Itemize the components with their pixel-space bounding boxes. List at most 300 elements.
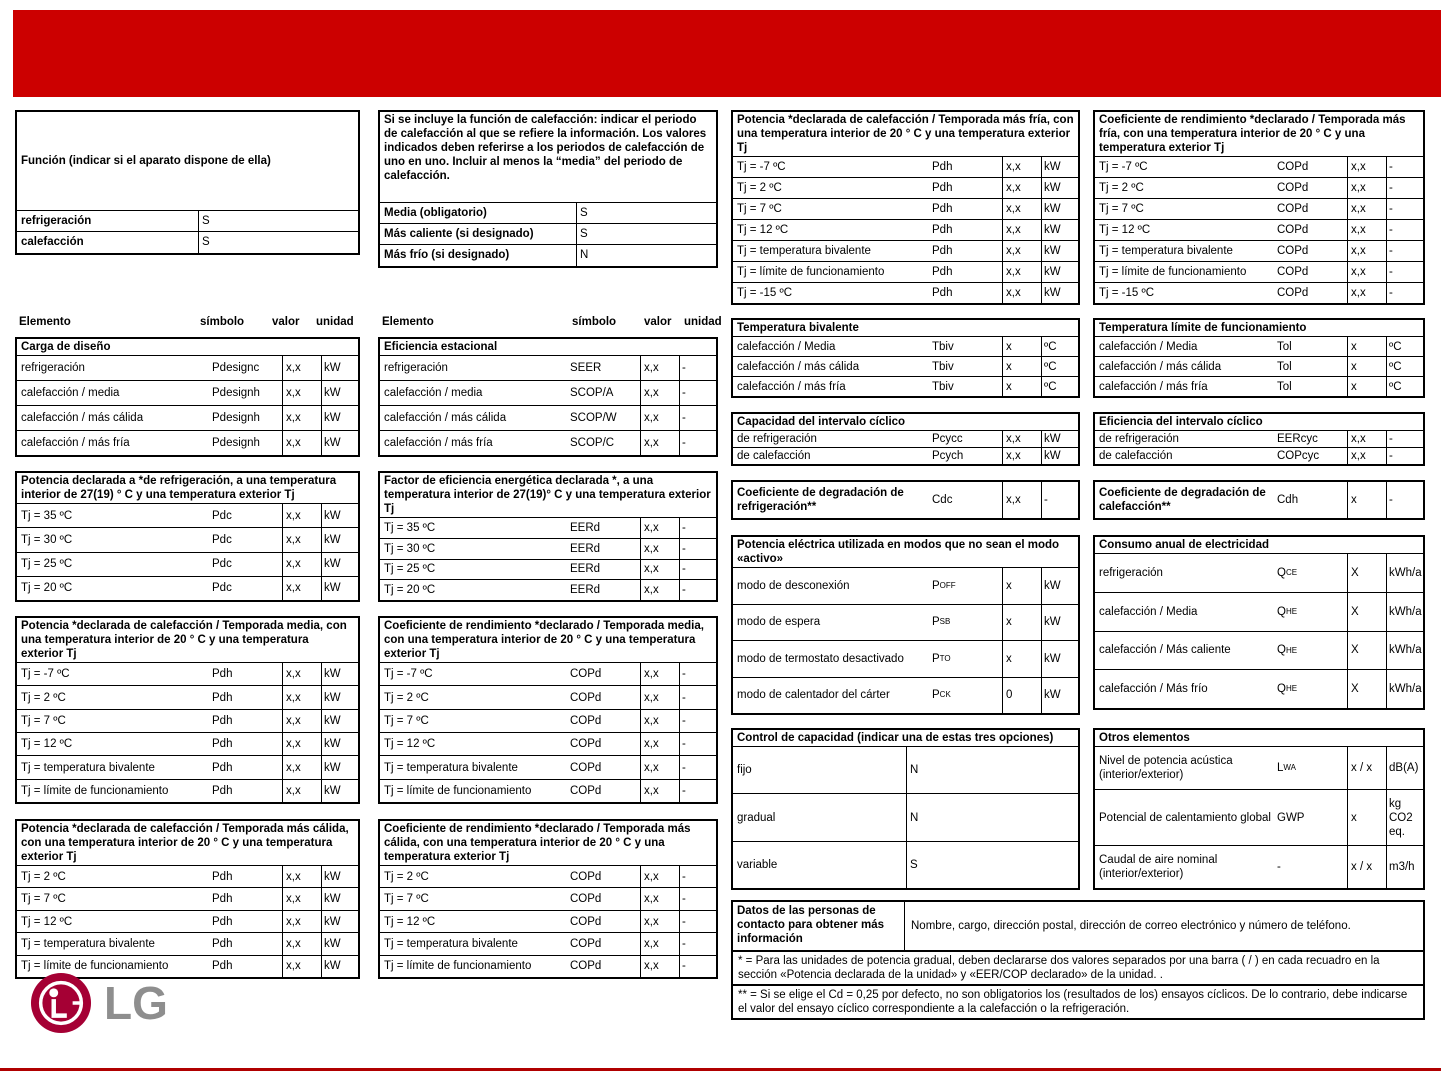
table-row xyxy=(380,866,716,888)
row-unit: kW xyxy=(324,533,341,546)
column-header-unit: unidad xyxy=(316,315,354,328)
row-symbol: Pdh xyxy=(212,691,233,704)
table-row xyxy=(380,780,716,802)
table-row xyxy=(380,560,716,581)
table-row xyxy=(1095,554,1423,593)
row-unit: - xyxy=(1389,266,1393,279)
row-symbol: Pdc xyxy=(212,533,232,546)
value-cell: x xyxy=(1347,790,1387,846)
row-label: Tj = 30 ºC xyxy=(21,533,73,546)
row-symbol: Cdc xyxy=(932,494,953,507)
row-label: modo de calentador del cárter xyxy=(737,689,890,702)
row-unit: - xyxy=(682,437,686,449)
value-cell: N xyxy=(906,747,1078,793)
row-unit: kW xyxy=(1044,616,1061,629)
table-row xyxy=(1095,178,1423,199)
row-symbol: Pdh xyxy=(212,738,233,751)
row-symbol: COPd xyxy=(570,691,602,704)
row-unit: kW xyxy=(324,437,341,449)
row-unit: ºC xyxy=(1389,380,1402,393)
row-unit: kW xyxy=(324,714,341,727)
table-row xyxy=(733,178,1078,199)
value-cell: x,x xyxy=(282,780,322,802)
value-cell: x,x xyxy=(1002,157,1042,177)
row-symbol: L WA xyxy=(1277,761,1296,774)
table-title: Potencia *declarada de calefacción / Temporada más fría, con una temperatura interior de 20 ° C y una temperatura exterior Tj xyxy=(733,112,1078,157)
value-cell: x,x xyxy=(282,406,322,430)
row-unit: - xyxy=(1044,494,1048,507)
value-cell: S xyxy=(576,203,716,223)
column-4 xyxy=(1093,110,1425,890)
row-label: Caudal de aire nominal (interior/exterior) xyxy=(1099,854,1218,881)
table-row xyxy=(380,431,716,455)
value-cell: x,x xyxy=(1002,431,1042,447)
row-symbol: Pdh xyxy=(932,203,953,216)
value-cell: x,x xyxy=(282,528,322,551)
table-row xyxy=(17,866,358,888)
value-cell: x,x xyxy=(282,933,322,954)
table-copd-media xyxy=(378,616,718,804)
row-label: calefacción / más fría xyxy=(21,437,130,449)
row-symbol: Pdesignh xyxy=(212,437,260,449)
table-row xyxy=(733,157,1078,178)
row-unit: - xyxy=(682,521,686,534)
row-unit: kW xyxy=(324,915,341,928)
row-symbol: Pdc xyxy=(212,582,232,595)
row-symbol: Pdh xyxy=(212,960,233,973)
row-symbol: Tol xyxy=(1277,360,1292,373)
row-label: Tj = 20 ºC xyxy=(384,584,436,597)
row-unit: ºC xyxy=(1044,380,1057,393)
row-symbol: SCOP/W xyxy=(570,412,617,424)
row-unit: kW xyxy=(1044,182,1061,195)
table-row xyxy=(17,911,358,933)
value-cell: x,x xyxy=(1347,283,1387,303)
table-row xyxy=(380,203,716,224)
row-unit: ºC xyxy=(1389,340,1402,353)
value-cell: x,x xyxy=(282,888,322,909)
table-row xyxy=(380,381,716,406)
value-cell: x xyxy=(1002,377,1042,396)
row-unit: kW xyxy=(324,509,341,522)
table-row xyxy=(380,756,716,779)
row-label: calefacción / Más frío xyxy=(1099,683,1208,696)
row-label: refrigeración xyxy=(384,362,448,374)
value-cell: X xyxy=(1347,632,1387,670)
row-unit: - xyxy=(1389,494,1393,507)
value-cell: x,x xyxy=(282,356,322,380)
row-symbol: Pdh xyxy=(932,287,953,300)
table-nota2 xyxy=(731,984,1425,1020)
value-cell: x,x xyxy=(640,663,680,685)
table-row xyxy=(380,933,716,955)
row-label: calefacción / Más caliente xyxy=(1099,644,1231,657)
table-row xyxy=(1095,448,1423,464)
row-symbol: COPd xyxy=(1277,203,1309,216)
row-unit: kW xyxy=(1044,287,1061,300)
row-unit: - xyxy=(1389,450,1393,463)
row-label: calefacción / más fría xyxy=(384,437,493,449)
row-label: Tj = 25 ºC xyxy=(384,563,436,576)
row-unit: - xyxy=(682,362,686,374)
row-unit: kW xyxy=(1044,689,1061,702)
table-row xyxy=(1095,283,1423,303)
row-symbol: - xyxy=(1277,861,1281,874)
table-row xyxy=(733,357,1078,377)
table-title: Consumo anual de electricidad xyxy=(1095,537,1423,554)
row-unit: kW xyxy=(324,937,341,950)
row-symbol: EERd xyxy=(570,521,601,534)
column-header xyxy=(15,301,360,329)
row-label: de refrigeración xyxy=(1099,433,1179,446)
value-cell: x,x xyxy=(282,553,322,576)
table-title: Potencia eléctrica utilizada en modos que no sean el modo «activo» xyxy=(733,537,1078,568)
row-label: Tj = -15 ºC xyxy=(1099,287,1155,300)
row-unit: - xyxy=(682,870,686,883)
row-label: de calefacción xyxy=(1099,450,1173,463)
value-cell: x,x xyxy=(282,663,322,685)
row-label: Tj = temperatura bivalente xyxy=(384,761,518,774)
value-cell: x,x xyxy=(640,866,680,887)
value-cell: x xyxy=(1347,482,1387,518)
value-cell: x,x xyxy=(640,710,680,732)
row-unit: - xyxy=(1389,245,1393,258)
footnote-text: * = Para las unidades de potencia gradual, deben declararse dos valores separados por una barra ( / ) en cada recuadro en la sección «Potencia declarada de la unidad» y «EER/COP declarado» de la unidad. . xyxy=(738,955,1380,982)
row-symbol: Pcych xyxy=(932,450,964,463)
row-label: calefacción / más cálida xyxy=(737,360,860,373)
row-label: Tj = 12 ºC xyxy=(737,224,789,237)
value-cell: x,x xyxy=(640,733,680,755)
row-label: Tj = 12 ºC xyxy=(21,915,73,928)
row-symbol: Pdh xyxy=(932,224,953,237)
row-label: Tj = 12 ºC xyxy=(384,738,436,751)
value-cell: x,x xyxy=(640,956,680,977)
row-label: Tj = límite de funcionamiento xyxy=(384,784,532,797)
table-periodo xyxy=(378,110,718,268)
table-row xyxy=(380,663,716,686)
row-label: calefacción / más cálida xyxy=(21,412,144,424)
bottom-notes xyxy=(731,900,1425,1020)
value-cell: x,x xyxy=(282,911,322,932)
table-pdh-fria xyxy=(731,110,1080,305)
table-row xyxy=(17,232,358,253)
row-symbol: COPd xyxy=(570,893,602,906)
table-title: Eficiencia del intervalo cíclico xyxy=(1095,414,1423,431)
value-cell: x,x xyxy=(282,866,322,887)
value-cell: X xyxy=(1347,554,1387,592)
value-cell: S xyxy=(198,211,358,231)
value-cell: x,x xyxy=(282,756,322,778)
table-row xyxy=(380,539,716,560)
table-row xyxy=(380,710,716,733)
table-row xyxy=(17,577,358,600)
table-row xyxy=(380,956,716,977)
row-symbol: GWP xyxy=(1277,811,1305,824)
row-unit: kWh/a xyxy=(1389,566,1422,579)
row-symbol: COPd xyxy=(1277,245,1309,258)
table-eerd xyxy=(378,471,718,602)
table-row xyxy=(380,356,716,381)
table-tbiv xyxy=(731,318,1080,398)
row-unit: - xyxy=(1389,287,1393,300)
table-title: Control de capacidad (indicar una de estas tres opciones) xyxy=(733,730,1078,747)
row-symbol: Pdesignh xyxy=(212,387,260,399)
table-nota1 xyxy=(731,950,1425,986)
row-label: Tj = -7 ºC xyxy=(384,668,433,681)
row-symbol: Pdc xyxy=(212,509,232,522)
row-unit: kWh/a xyxy=(1389,683,1422,696)
table-row xyxy=(17,504,358,528)
table-row xyxy=(733,220,1078,241)
table-row xyxy=(17,431,358,455)
value-cell: x,x xyxy=(640,560,680,580)
value-cell: x xyxy=(1347,357,1387,376)
table-title: Otros elementos xyxy=(1095,730,1423,747)
row-unit: - xyxy=(1389,433,1393,446)
value-cell: x xyxy=(1002,357,1042,376)
row-symbol: COPd xyxy=(570,668,602,681)
row-label: de refrigeración xyxy=(737,433,817,446)
row-unit: kW xyxy=(1044,266,1061,279)
row-symbol: Pcycc xyxy=(932,433,963,446)
row-label: de calefacción xyxy=(737,450,811,463)
value-cell: x,x xyxy=(282,431,322,455)
table-title: Coeficiente de rendimiento *declarado / Temporada media, con una temperatura interior de 20 ° C y una temperatura exterior Tj xyxy=(380,618,716,663)
row-unit: kW xyxy=(324,668,341,681)
row-unit: kW xyxy=(1044,224,1061,237)
row-unit: - xyxy=(682,937,686,950)
column-header-element: Elemento xyxy=(382,315,434,328)
row-symbol: Q HE xyxy=(1277,644,1298,657)
table-row xyxy=(17,888,358,910)
value-cell: x,x xyxy=(640,539,680,559)
row-unit: - xyxy=(682,738,686,751)
row-symbol: EERd xyxy=(570,584,601,597)
row-unit: ºC xyxy=(1044,340,1057,353)
row-label: Tj = 7 ºC xyxy=(21,893,66,906)
value-cell: x,x xyxy=(1002,448,1042,464)
row-symbol: Pdh xyxy=(212,761,233,774)
table-title: Capacidad del intervalo cíclico xyxy=(733,414,1078,431)
row-symbol: SEER xyxy=(570,362,602,374)
row-symbol: Pdh xyxy=(212,784,233,797)
value-cell: x,x xyxy=(282,733,322,755)
table-estacional xyxy=(378,337,718,457)
row-unit: - xyxy=(1389,224,1393,237)
table-row xyxy=(380,406,716,431)
row-label: Tj = 2 ºC xyxy=(737,182,782,195)
value-cell: x,x xyxy=(282,381,322,405)
value-cell: x,x xyxy=(1347,241,1387,261)
column-header-value: valor xyxy=(272,315,300,328)
row-symbol: COPd xyxy=(570,937,602,950)
row-label: Más caliente (si designado) xyxy=(384,227,534,240)
row-unit: - xyxy=(682,714,686,727)
row-label: Nivel de potencia acústica (interior/exterior) xyxy=(1099,754,1233,781)
value-cell: x,x xyxy=(282,710,322,732)
row-symbol: Pdesignh xyxy=(212,412,260,424)
row-symbol: COPd xyxy=(570,714,602,727)
value-cell: N xyxy=(906,794,1078,840)
spec-sheet xyxy=(15,110,1425,1020)
value-cell: S xyxy=(576,224,716,244)
row-symbol: Pdh xyxy=(212,937,233,950)
table-row xyxy=(1095,199,1423,220)
row-symbol: Pdh xyxy=(212,714,233,727)
row-symbol: Tbiv xyxy=(932,380,954,393)
row-unit: - xyxy=(682,960,686,973)
row-unit: kW xyxy=(1044,579,1061,592)
row-symbol: SCOP/A xyxy=(570,387,614,399)
lg-wordmark: LG xyxy=(104,976,168,1029)
lg-logo xyxy=(30,972,168,1034)
table-row xyxy=(1095,846,1423,888)
table-title: Potencia declarada a *de refrigeración, a una temperatura interior de 27(19) ° C y una temperatura exterior Tj xyxy=(17,473,358,504)
row-label: Coeficiente de degradación de refrigeración** xyxy=(737,487,904,514)
table-row xyxy=(733,605,1078,642)
value-cell: x,x xyxy=(1002,241,1042,261)
column-1 xyxy=(15,110,360,979)
row-symbol: EERcyc xyxy=(1277,433,1318,446)
value-cell: x,x xyxy=(640,406,680,430)
table-contacto xyxy=(731,900,1425,952)
value-cell: x,x xyxy=(640,356,680,380)
row-label: calefacción / Media xyxy=(1099,605,1198,618)
row-unit: kWh/a xyxy=(1389,644,1422,657)
table-title: Potencia *declarada de calefacción / Temporada media, con una temperatura interior de 20 ° C y una temperatura exterior Tj xyxy=(17,618,358,663)
row-symbol: Q HE xyxy=(1277,683,1298,696)
contact-label: Datos de las personas de contacto para obtener más información xyxy=(733,902,905,950)
right-columns xyxy=(731,110,1425,890)
table-row xyxy=(733,747,1078,794)
row-label: Tj = 7 ºC xyxy=(384,893,429,906)
row-symbol: Tol xyxy=(1277,380,1292,393)
row-symbol: COPd xyxy=(1277,161,1309,174)
table-row xyxy=(733,241,1078,262)
table-pdc xyxy=(15,471,360,602)
row-unit: kW xyxy=(324,784,341,797)
row-symbol: Q CE xyxy=(1277,566,1298,579)
row-unit: - xyxy=(682,387,686,399)
table-row xyxy=(1095,157,1423,178)
table-title: Potencia *declarada de calefacción / Temporada más cálida, con una temperatura interior de 20 ° C y una temperatura exterior Tj xyxy=(17,821,358,866)
row-label: Más frío (si designado) xyxy=(384,249,510,262)
row-symbol: COPd xyxy=(1277,182,1309,195)
table-funcion xyxy=(15,110,360,255)
table-title: Coeficiente de rendimiento *declarado / Temporada más cálida, con una temperatura interior de 20 ° C y una temperatura exterior Tj xyxy=(380,821,716,866)
table-row xyxy=(1095,431,1423,448)
row-unit: kW xyxy=(324,582,341,595)
row-unit: kW xyxy=(1044,203,1061,216)
table-row xyxy=(733,794,1078,841)
row-symbol: COPd xyxy=(1277,287,1309,300)
row-label: Tj = 2 ºC xyxy=(21,870,66,883)
value-cell: 0 xyxy=(1002,678,1042,714)
table-row xyxy=(17,663,358,686)
row-unit: ºC xyxy=(1044,360,1057,373)
table-row xyxy=(733,337,1078,357)
table-title: Carga de diseño xyxy=(17,339,358,356)
row-symbol: Pdh xyxy=(212,668,233,681)
row-label: fijo xyxy=(737,764,752,777)
table-row xyxy=(1095,790,1423,847)
row-unit: kW xyxy=(1044,450,1061,463)
row-unit: - xyxy=(682,893,686,906)
table-row xyxy=(1095,670,1423,708)
table-copd-fria xyxy=(1093,110,1425,305)
row-symbol: COPd xyxy=(1277,266,1309,279)
row-label: calefacción / Media xyxy=(737,340,836,353)
table-title: Eficiencia estacional xyxy=(380,339,716,356)
value-cell: x,x xyxy=(1347,178,1387,198)
column-header-value: valor xyxy=(644,315,672,328)
row-label: Tj = -7 ºC xyxy=(737,161,786,174)
row-symbol: Pdh xyxy=(212,870,233,883)
table-row xyxy=(733,842,1078,888)
row-unit: kW xyxy=(324,960,341,973)
row-unit: kW xyxy=(324,761,341,774)
value-cell: x / x xyxy=(1347,846,1387,888)
table-pdh-media xyxy=(15,616,360,804)
value-cell: x,x xyxy=(640,518,680,538)
value-cell: x,x xyxy=(640,580,680,600)
row-symbol: COPd xyxy=(570,738,602,751)
row-unit: kW xyxy=(324,387,341,399)
column-header-symbol: símbolo xyxy=(572,315,617,328)
value-cell: x,x xyxy=(640,431,680,455)
row-label: Tj = 2 ºC xyxy=(384,691,429,704)
row-label: Tj = límite de funcionamiento xyxy=(737,266,885,279)
row-label: Tj = -15 ºC xyxy=(737,287,793,300)
row-symbol: Pdh xyxy=(932,182,953,195)
value-cell: X xyxy=(1347,670,1387,708)
value-cell: x xyxy=(1002,337,1042,356)
value-cell: x,x xyxy=(1347,431,1387,447)
row-symbol: COPd xyxy=(570,960,602,973)
value-cell: x,x xyxy=(1347,199,1387,219)
table-row xyxy=(1095,241,1423,262)
value-cell: x,x xyxy=(1002,220,1042,240)
row-symbol: P SB xyxy=(932,616,951,629)
table-row xyxy=(1095,632,1423,671)
table-row xyxy=(733,377,1078,396)
row-symbol: Pdh xyxy=(932,245,953,258)
table-cdh xyxy=(1093,480,1425,520)
table-row xyxy=(1095,262,1423,283)
row-unit: kg CO2 eq. xyxy=(1389,797,1413,838)
top-banner xyxy=(13,10,1441,97)
table-pcyc xyxy=(731,412,1080,466)
row-symbol: COPd xyxy=(570,784,602,797)
table-consumo xyxy=(1093,535,1425,710)
row-symbol: Pdesignc xyxy=(212,362,260,374)
row-unit: kW xyxy=(324,558,341,571)
table-control xyxy=(731,728,1080,890)
table-row xyxy=(733,641,1078,678)
table-row xyxy=(1095,220,1423,241)
table-row xyxy=(380,580,716,600)
row-symbol: Tbiv xyxy=(932,360,954,373)
table-row xyxy=(380,245,716,266)
column-header-unit: unidad xyxy=(684,315,722,328)
table-row xyxy=(380,733,716,756)
table-row xyxy=(17,756,358,779)
table-row xyxy=(17,710,358,733)
value-cell: x xyxy=(1347,377,1387,396)
row-unit: - xyxy=(682,542,686,555)
table-row xyxy=(380,911,716,933)
row-label: calefacción / media xyxy=(384,387,483,399)
